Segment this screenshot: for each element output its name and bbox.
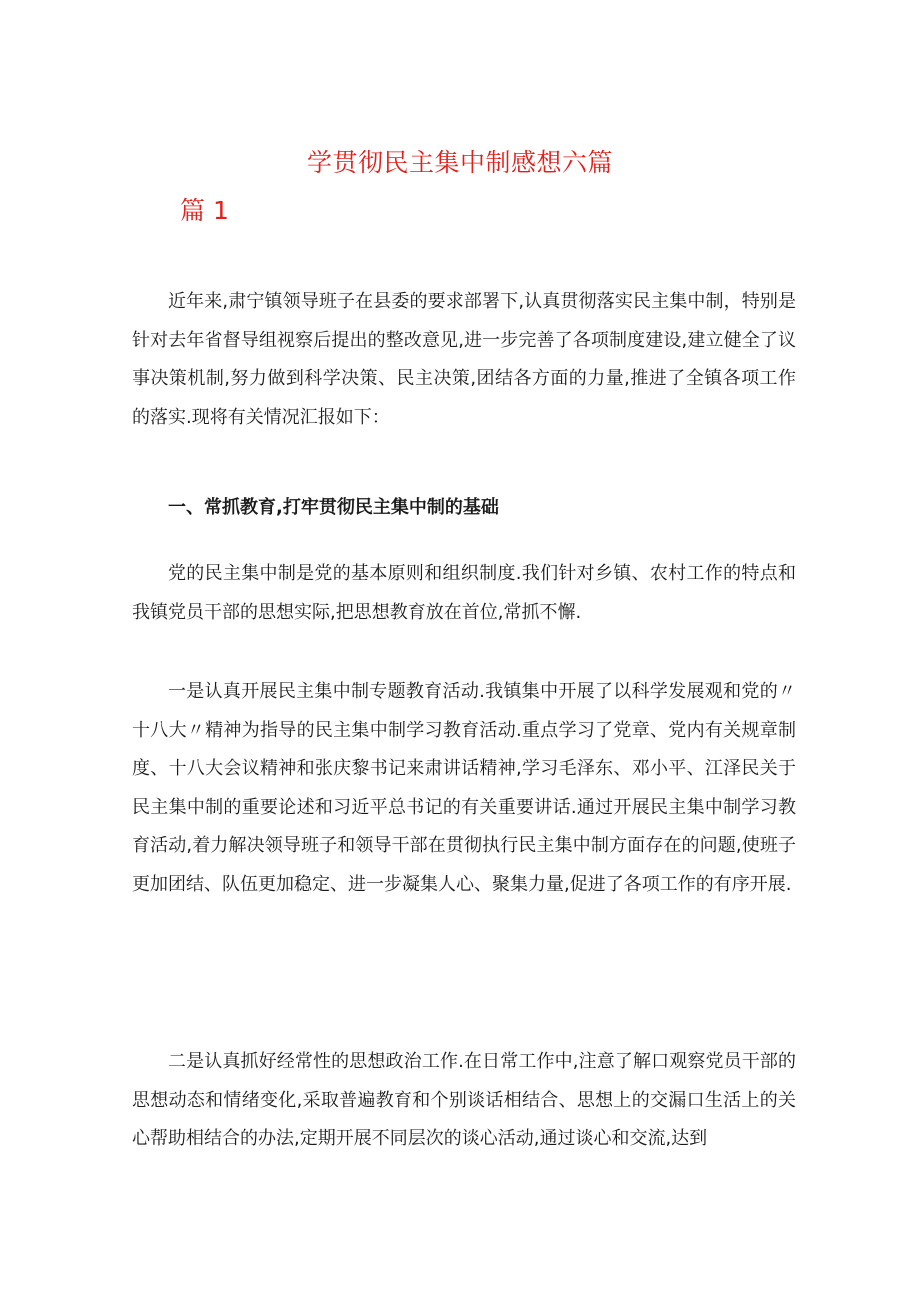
section-label: 篇 1 — [180, 196, 229, 225]
section-heading: 一、常抓教育,打牢贯彻民主集中制的基础 — [168, 497, 499, 518]
paragraph-principle: 党的民主集中制是党的基本原则和组织制度.我们针对乡镇、农村工作的特点和我镇党员干部的思想实际,把思想教育放在首位,常抓不懈. — [132, 563, 796, 623]
paragraph-education-activity: 一是认真开展民主集中制专题教育活动.我镇集中开展了以科学发展观和党的〃十八大〃精神为指导的民主集中制学习教育活动.重点学习了党章、党内有关规章制度、十八大会议精神和张庆黎书记来肃讲话精神,学习毛泽东、邓小平、江泽民关于民主集中制的重要论述和习近平总书记的有关重要讲话.通过开展民主集中制学习教育活动,着力解决领导班子和领导干部在贯彻执行民主集中制方面存在的问题,使班子更加团结、队伍更加稳定、进一步凝集人心、聚集力量,促进了各项工作的有序开展. — [132, 681, 796, 895]
paragraph-intro: 近年来,肃宁镇领导班子在县委的要求部署下,认真贯彻落实民主集中制，特别是针对去年省督导组视察后提出的整改意见,进一步完善了各项制度建设,建立健全了议事决策机制,努力做到科学决策、民主决策,团结各方面的力量,推进了全镇各项工作的落实.现将有关情况汇报如下： — [132, 291, 796, 428]
document-title: 学贯彻民主集中制感想六篇 — [306, 148, 613, 177]
paragraph-political-work: 二是认真抓好经常性的思想政治工作.在日常工作中,注意了解口观察党员干部的思想动态和情绪变化,采取普遍教育和个别谈话相结合、思想上的交漏口生活上的关心帮助相结合的办法,定期开展不同层次的谈心活动,通过谈心和交流,达到 — [132, 1051, 796, 1149]
